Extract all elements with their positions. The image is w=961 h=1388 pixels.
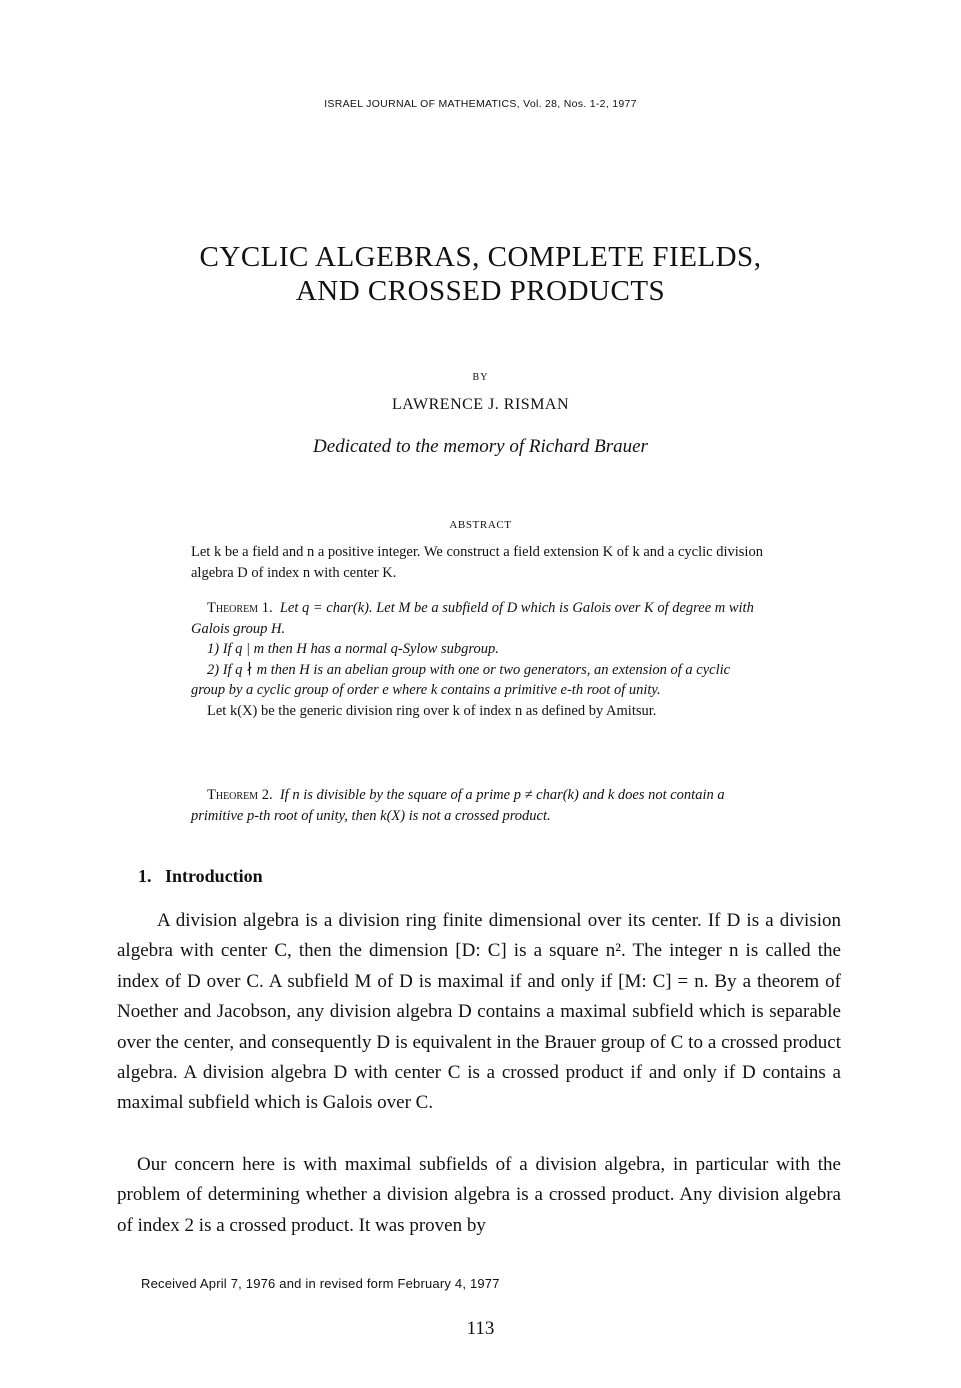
journal-header: ISRAEL JOURNAL OF MATHEMATICS, Vol. 28, Nos. 1-2, 1977 <box>324 98 637 110</box>
theorem-2-block <box>191 785 765 826</box>
abstract-intro <box>191 542 765 583</box>
theorem-1 <box>191 598 765 639</box>
paper-title <box>0 240 961 308</box>
theorem-2-label: Theorem 2. <box>207 787 273 803</box>
theorem-1-item-1: 1) If q | m then H has a normal q-Sylow subgroup. <box>207 641 499 657</box>
paragraph-1-text: A division algebra is a division ring finite dimensional over its center. If D is a division algebra with center C, then the dimension [D: C] is a square n². The integer n is called the index of D over C. A subfield M of D is maximal if and only if [M: C] = n. By a theorem of Noether and Jacobson, any division algebra D contains a maximal subfield which is separable over the center, and consequently D is equivalent in the Brauer group of C to a crossed product algebra. A division algebra D with center C is a crossed product if and only if D contains a maximal subfield which is Galois over C. <box>117 910 841 1114</box>
section-heading <box>138 866 263 887</box>
theorem-1-item-2: 2) If q ∤ m then H is an abelian group with one or two generators, an extension of a cyclic group by a cyclic group of order e where k contains a primitive e-th root of unity. <box>191 661 731 698</box>
theorem-2-statement: If n is divisible by the square of a prime p ≠ char(k) and k does not contain a primitive p-th root of unity, then k(X) is not a crossed product. <box>191 787 725 824</box>
received-footnote: Received April 7, 1976 and in revised form February 4, 1977 <box>141 1276 500 1291</box>
theorem-1-statement: Let q = char(k). Let M be a subfield of D which is Galois over K of degree m with Galois group H. <box>191 600 754 637</box>
intro-paragraph-1 <box>117 906 841 1119</box>
section-title: Introduction <box>165 866 263 886</box>
title-line-2: AND CROSSED PRODUCTS <box>295 275 666 307</box>
page-number: 113 <box>466 1318 495 1339</box>
theorem-1-block <box>191 598 765 721</box>
dedication: Dedicated to the memory of Richard Brauer <box>313 436 648 457</box>
abstract-heading: ABSTRACT <box>449 519 512 531</box>
theorem-2 <box>191 785 765 826</box>
paragraph-2-text: Our concern here is with maximal subfields of a division algebra, in particular with the problem of determining whether a division algebra is a crossed product. Any division algebra of index 2 is a crossed product. It was proven by <box>117 1154 841 1236</box>
author-name: LAWRENCE J. RISMAN <box>391 396 570 413</box>
by-label: BY <box>472 372 489 383</box>
title-line-1: CYCLIC ALGEBRAS, COMPLETE FIELDS, <box>199 241 762 273</box>
abstract-intro-text: Let k be a field and n a positive integer. We construct a field extension K of k and a cyclic division algebra D of index n with center K. <box>191 544 763 581</box>
theorem-1-label: Theorem 1. <box>207 600 273 616</box>
generic-ring-text: Let k(X) be the generic division ring over k of index n as defined by Amitsur. <box>207 702 657 719</box>
section-number: 1. <box>138 866 152 886</box>
intro-paragraph-2 <box>117 1150 841 1241</box>
